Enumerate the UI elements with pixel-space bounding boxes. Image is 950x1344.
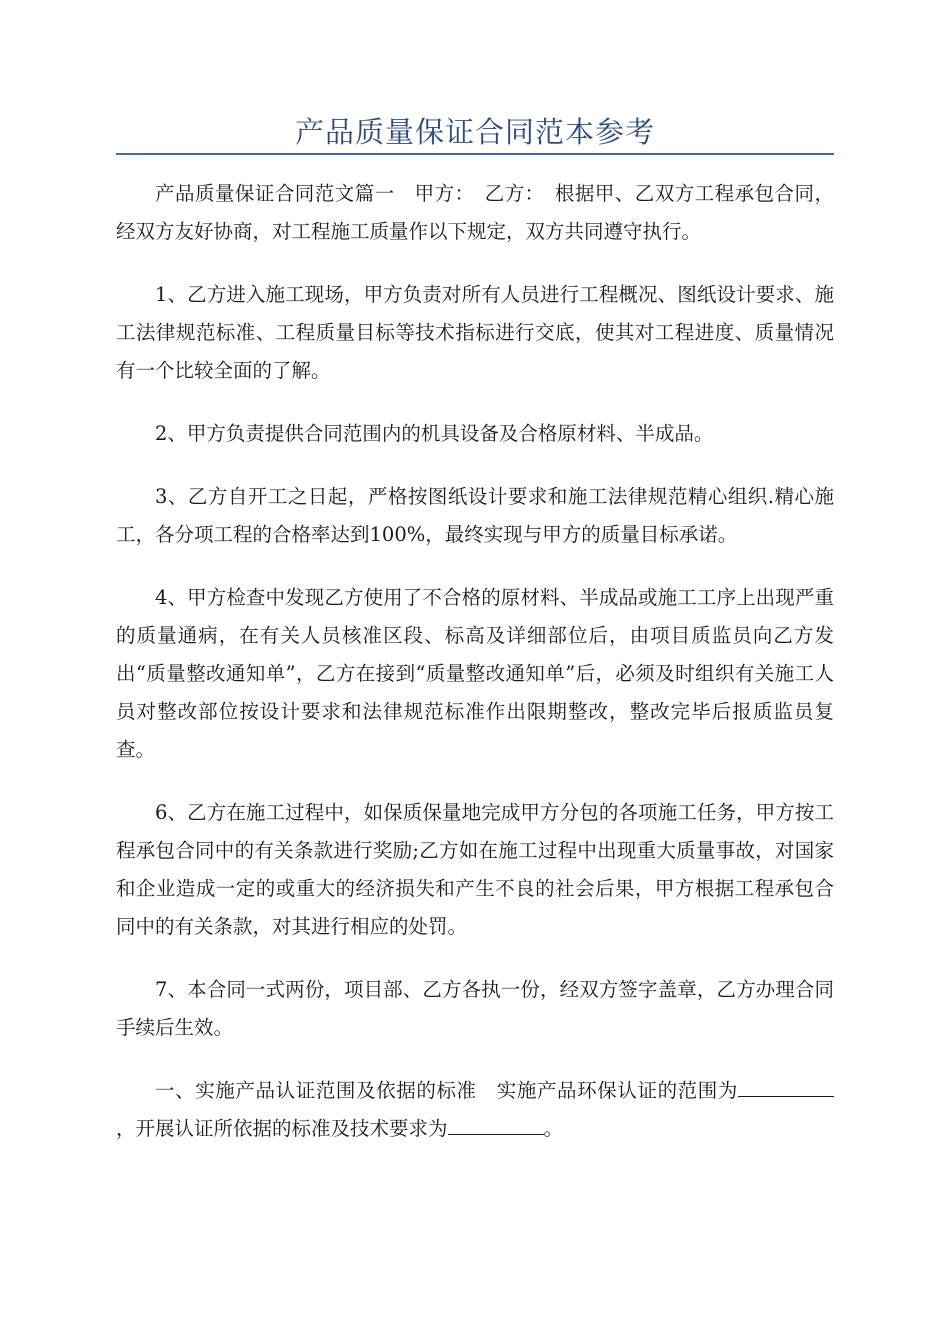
paragraph-clause-6: 6、乙方在施工过程中，如保质保量地完成甲方分包的各项施工任务，甲方按工程承包合同中的有关条款进行奖励;乙方如在施工过程中出现重大质量事故，对国家和企业造成一定的或重大的经济损失和产生不良的社会后果，甲方根据工程承包合同中的有关条款，对其进行相应的处罚。 [116,801,834,938]
blank-field-scope [738,1074,834,1097]
paragraph-clause-2: 2、甲方负责提供合同范围内的机具设备及合格原材料、半成品。 [155,422,714,445]
scope-text-middle: ，开展认证所依据的标准及技术要求为 [116,1117,448,1140]
scope-text-start: 一、实施产品认证范围及依据的标准 实施产品环保认证的范围为 [155,1079,738,1102]
scope-text-end: 。 [543,1117,564,1140]
title-underline [116,153,834,155]
document-title: 产品质量保证合同范本参考 [294,115,655,149]
blank-field-standards [448,1112,544,1135]
paragraph-certification-scope [116,1072,834,1148]
paragraph-clause-1: 1、乙方进入施工现场，甲方负责对所有人员进行工程概况、图纸设计要求、施工法律规范标准、工程质量目标等技术指标进行交底，使其对工程进度、质量情况有一个比较全面的了解。 [116,283,834,382]
document-body [116,175,834,1173]
paragraph-clause-7: 7、本合同一式两份，项目部、乙方各执一份，经双方签字盖章，乙方办理合同手续后生效。 [116,978,834,1039]
paragraph-clause-3: 3、乙方自开工之日起，严格按图纸设计要求和施工法律规范精心组织.精心施工，各分项工程的合格率达到100%，最终实现与甲方的质量目标承诺。 [116,485,834,546]
paragraph-intro: 产品质量保证合同范文篇一 甲方： 乙方： 根据甲、乙双方工程承包合同，经双方友好协商，对工程施工质量作以下规定，双方共同遵守执行。 [116,182,834,243]
paragraph-clause-4: 4、甲方检查中发现乙方使用了不合格的原材料、半成品或施工工序上出现严重的质量通病，在有关人员核准区段、标高及详细部位后，由项目质监员向乙方发出“质量整改通知单”，乙方在接到“质量整改通知单”后，必须及时组织有关施工人员对整改部位按设计要求和法律规范标准作出限期整改，整改完毕后报质监员复查。 [116,586,834,761]
